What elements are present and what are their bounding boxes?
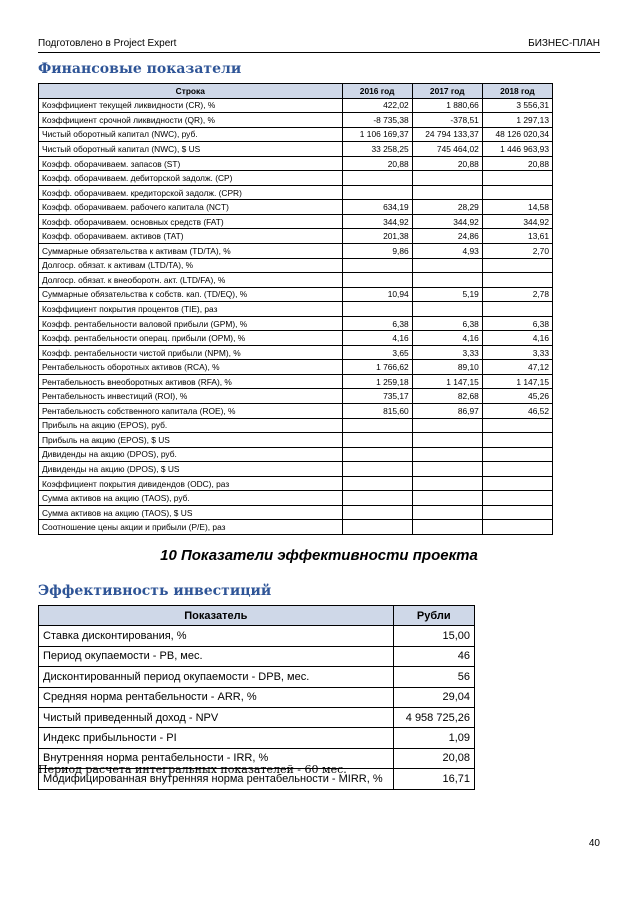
value-cell: 20,88 xyxy=(482,156,552,171)
value-cell: 5,19 xyxy=(412,287,482,302)
table-row xyxy=(39,404,553,419)
row-label-cell: Коэффициент срочной ликвидности (QR), % xyxy=(39,113,343,128)
value-cell: 4,16 xyxy=(342,331,412,346)
value-cell: 48 126 020,34 xyxy=(482,127,552,142)
value-cell xyxy=(412,476,482,491)
investment-section-title: Эффективность инвестиций xyxy=(38,583,272,599)
financial-indicators-table xyxy=(38,83,553,535)
value-cell: 1 880,66 xyxy=(412,98,482,113)
row-label-cell: Дивиденды на акцию (DPOS), $ US xyxy=(39,462,343,477)
value-cell: 3 556,31 xyxy=(482,98,552,113)
value-cell: 1 446 963,93 xyxy=(482,142,552,157)
value-cell xyxy=(482,302,552,317)
table-row xyxy=(39,171,553,186)
table-row xyxy=(39,273,553,288)
value-cell: 3,33 xyxy=(482,345,552,360)
column-header: 2017 год xyxy=(412,84,482,99)
value-cell: 20,88 xyxy=(342,156,412,171)
value-cell: 4,16 xyxy=(482,331,552,346)
row-label-cell: Рентабельность внеоборотных активов (RFA), % xyxy=(39,374,343,389)
value-cell: 56 xyxy=(393,667,474,687)
value-cell: 634,19 xyxy=(342,200,412,215)
row-label-cell: Чистый оборотный капитал (NWC), $ US xyxy=(39,142,343,157)
table-row xyxy=(39,331,553,346)
table-row xyxy=(39,374,553,389)
value-cell: 2,78 xyxy=(482,287,552,302)
table-row xyxy=(39,214,553,229)
table-row xyxy=(39,156,553,171)
value-cell xyxy=(412,273,482,288)
table-row xyxy=(39,491,553,506)
table-row xyxy=(39,447,553,462)
value-cell: 1 106 169,37 xyxy=(342,127,412,142)
row-label-cell: Рентабельность собственного капитала (ROE), % xyxy=(39,404,343,419)
header-divider xyxy=(38,52,600,53)
row-label-cell: Прибыль на акцию (EPOS), руб. xyxy=(39,418,343,433)
value-cell: 14,58 xyxy=(482,200,552,215)
value-cell xyxy=(412,418,482,433)
value-cell: 46 xyxy=(393,646,474,666)
row-label-cell: Рентабельность инвестиций (ROI), % xyxy=(39,389,343,404)
row-label-cell: Чистый приведенный доход - NPV xyxy=(39,707,394,727)
value-cell xyxy=(412,185,482,200)
row-label-cell: Суммарные обязательства к активам (TD/TA), % xyxy=(39,244,343,259)
table-row xyxy=(39,505,553,520)
value-cell xyxy=(412,520,482,535)
row-label-cell: Долгоср. обязат. к активам (LTD/TA), % xyxy=(39,258,343,273)
row-label-cell: Коэффициент текущей ликвидности (CR), % xyxy=(39,98,343,113)
value-cell: 46,52 xyxy=(482,404,552,419)
value-cell xyxy=(412,258,482,273)
value-cell: 201,38 xyxy=(342,229,412,244)
row-label-cell: Коэфф. оборачиваем. рабочего капитала (NCT) xyxy=(39,200,343,215)
financial-section-title: Финансовые показатели xyxy=(38,61,242,77)
table-row xyxy=(39,418,553,433)
row-label-cell: Коэфф. рентабельности валовой прибыли (GPM), % xyxy=(39,316,343,331)
column-header: Показатель xyxy=(39,606,394,626)
row-label-cell: Коэфф. рентабельности операц. прибыли (OPM), % xyxy=(39,331,343,346)
value-cell xyxy=(482,171,552,186)
table-row xyxy=(39,142,553,157)
table-row xyxy=(39,113,553,128)
table-row xyxy=(39,127,553,142)
table-row xyxy=(39,244,553,259)
table-row xyxy=(39,433,553,448)
value-cell: 82,68 xyxy=(412,389,482,404)
value-cell xyxy=(482,505,552,520)
value-cell: 1,09 xyxy=(393,728,474,748)
row-label-cell: Прибыль на акцию (EPOS), $ US xyxy=(39,433,343,448)
value-cell: 3,65 xyxy=(342,345,412,360)
value-cell xyxy=(482,447,552,462)
table-row xyxy=(39,520,553,535)
value-cell xyxy=(412,433,482,448)
row-label-cell: Модифицированная внутренняя норма рентабельности - MIRR, % xyxy=(39,769,394,789)
table-row xyxy=(39,389,553,404)
value-cell: 10,94 xyxy=(342,287,412,302)
value-cell: 20,08 xyxy=(393,748,474,768)
row-label-cell: Коэфф. оборачиваем. дебиторской задолж. (CP) xyxy=(39,171,343,186)
value-cell: 344,92 xyxy=(482,214,552,229)
table-row xyxy=(39,316,553,331)
value-cell: -378,51 xyxy=(412,113,482,128)
value-cell: 45,26 xyxy=(482,389,552,404)
value-cell xyxy=(342,185,412,200)
row-label-cell: Внутренняя норма рентабельности - IRR, % xyxy=(39,748,394,768)
value-cell: 13,61 xyxy=(482,229,552,244)
value-cell: 16,71 xyxy=(393,769,474,789)
value-cell xyxy=(412,302,482,317)
chapter-title: 10 Показатели эффективности проекта xyxy=(160,547,478,564)
table-row xyxy=(39,185,553,200)
value-cell xyxy=(342,171,412,186)
table-row xyxy=(39,287,553,302)
table-row xyxy=(39,345,553,360)
value-cell xyxy=(482,462,552,477)
row-label-cell: Коэффициент покрытия дивидендов (ODC), раз xyxy=(39,476,343,491)
table-row xyxy=(39,200,553,215)
value-cell xyxy=(482,520,552,535)
page-number: 40 xyxy=(588,838,600,849)
row-label-cell: Коэфф. оборачиваем. основных средств (FAT) xyxy=(39,214,343,229)
value-cell xyxy=(482,491,552,506)
value-cell xyxy=(412,171,482,186)
value-cell: 2,70 xyxy=(482,244,552,259)
value-cell: 24,86 xyxy=(412,229,482,244)
column-header: Рубли xyxy=(393,606,474,626)
value-cell: 6,38 xyxy=(412,316,482,331)
table-row xyxy=(39,462,553,477)
value-cell xyxy=(342,302,412,317)
value-cell: 20,88 xyxy=(412,156,482,171)
row-label-cell: Коэффициент покрытия процентов (TIE), раз xyxy=(39,302,343,317)
value-cell: 15,00 xyxy=(393,626,474,646)
row-label-cell: Сумма активов на акцию (TAOS), $ US xyxy=(39,505,343,520)
value-cell: 344,92 xyxy=(342,214,412,229)
table-row xyxy=(39,687,475,707)
investment-efficiency-table xyxy=(38,605,475,790)
row-label-cell: Коэфф. оборачиваем. активов (TAT) xyxy=(39,229,343,244)
value-cell: 4 958 725,26 xyxy=(393,707,474,727)
row-label-cell: Суммарные обязательства к собств. кап. (TD/EQ), % xyxy=(39,287,343,302)
value-cell: 745 464,02 xyxy=(412,142,482,157)
row-label-cell: Коэфф. рентабельности чистой прибыли (NPM), % xyxy=(39,345,343,360)
value-cell: 86,97 xyxy=(412,404,482,419)
value-cell: 4,93 xyxy=(412,244,482,259)
value-cell xyxy=(482,418,552,433)
value-cell xyxy=(342,418,412,433)
value-cell xyxy=(482,273,552,288)
row-label-cell: Соотношение цены акции и прибыли (P/E), раз xyxy=(39,520,343,535)
value-cell: 33 258,25 xyxy=(342,142,412,157)
value-cell: 1 297,13 xyxy=(482,113,552,128)
table-row xyxy=(39,476,553,491)
value-cell xyxy=(342,447,412,462)
value-cell xyxy=(482,185,552,200)
value-cell xyxy=(482,476,552,491)
value-cell xyxy=(342,476,412,491)
value-cell: 1 147,15 xyxy=(412,374,482,389)
value-cell: 89,10 xyxy=(412,360,482,375)
value-cell xyxy=(412,462,482,477)
value-cell xyxy=(342,491,412,506)
table-header-row xyxy=(39,84,553,99)
value-cell: 422,02 xyxy=(342,98,412,113)
value-cell xyxy=(342,433,412,448)
value-cell: 9,86 xyxy=(342,244,412,259)
value-cell: 28,29 xyxy=(412,200,482,215)
column-header: 2018 год xyxy=(482,84,552,99)
value-cell xyxy=(342,462,412,477)
calculation-period-note: Период расчета интегральных показателей - 60 мес. xyxy=(38,763,347,776)
table-row xyxy=(39,707,475,727)
column-header: Строка xyxy=(39,84,343,99)
value-cell xyxy=(342,273,412,288)
row-label-cell: Ставка дисконтирования, % xyxy=(39,626,394,646)
row-label-cell: Коэфф. оборачиваем. запасов (ST) xyxy=(39,156,343,171)
table-row xyxy=(39,360,553,375)
financial-table-body xyxy=(39,98,553,534)
value-cell: 735,17 xyxy=(342,389,412,404)
table-row xyxy=(39,646,475,666)
value-cell: 6,38 xyxy=(482,316,552,331)
header-source-label: Подготовлено в Project Expert xyxy=(38,38,177,49)
value-cell xyxy=(412,447,482,462)
value-cell: 29,04 xyxy=(393,687,474,707)
row-label-cell: Коэфф. оборачиваем. кредиторской задолж. (CPR) xyxy=(39,185,343,200)
value-cell: 344,92 xyxy=(412,214,482,229)
row-label-cell: Период окупаемости - PB, мес. xyxy=(39,646,394,666)
value-cell xyxy=(412,505,482,520)
value-cell xyxy=(342,520,412,535)
row-label-cell: Средняя норма рентабельности - ARR, % xyxy=(39,687,394,707)
table-row xyxy=(39,258,553,273)
value-cell: -8 735,38 xyxy=(342,113,412,128)
row-label-cell: Рентабельность оборотных активов (RCA), % xyxy=(39,360,343,375)
table-row xyxy=(39,667,475,687)
table-row xyxy=(39,626,475,646)
table-header-row xyxy=(39,606,475,626)
row-label-cell: Чистый оборотный капитал (NWC), руб. xyxy=(39,127,343,142)
row-label-cell: Индекс прибыльности - PI xyxy=(39,728,394,748)
table-row xyxy=(39,98,553,113)
value-cell: 1 259,18 xyxy=(342,374,412,389)
value-cell: 24 794 133,37 xyxy=(412,127,482,142)
value-cell: 1 147,15 xyxy=(482,374,552,389)
value-cell: 47,12 xyxy=(482,360,552,375)
value-cell: 815,60 xyxy=(342,404,412,419)
row-label-cell: Дивиденды на акцию (DPOS), руб. xyxy=(39,447,343,462)
row-label-cell: Долгоср. обязат. к внеоборотн. акт. (LTD/FA), % xyxy=(39,273,343,288)
value-cell xyxy=(342,505,412,520)
value-cell xyxy=(342,258,412,273)
value-cell: 6,38 xyxy=(342,316,412,331)
row-label-cell: Сумма активов на акцию (TAOS), руб. xyxy=(39,491,343,506)
table-row xyxy=(39,229,553,244)
table-row xyxy=(39,728,475,748)
value-cell: 1 766,62 xyxy=(342,360,412,375)
header-doc-type: БИЗНЕС-ПЛАН xyxy=(528,38,600,49)
value-cell xyxy=(412,491,482,506)
value-cell: 3,33 xyxy=(412,345,482,360)
table-row xyxy=(39,302,553,317)
value-cell xyxy=(482,433,552,448)
value-cell: 4,16 xyxy=(412,331,482,346)
value-cell xyxy=(482,258,552,273)
column-header: 2016 год xyxy=(342,84,412,99)
row-label-cell: Дисконтированный период окупаемости - DPB, мес. xyxy=(39,667,394,687)
